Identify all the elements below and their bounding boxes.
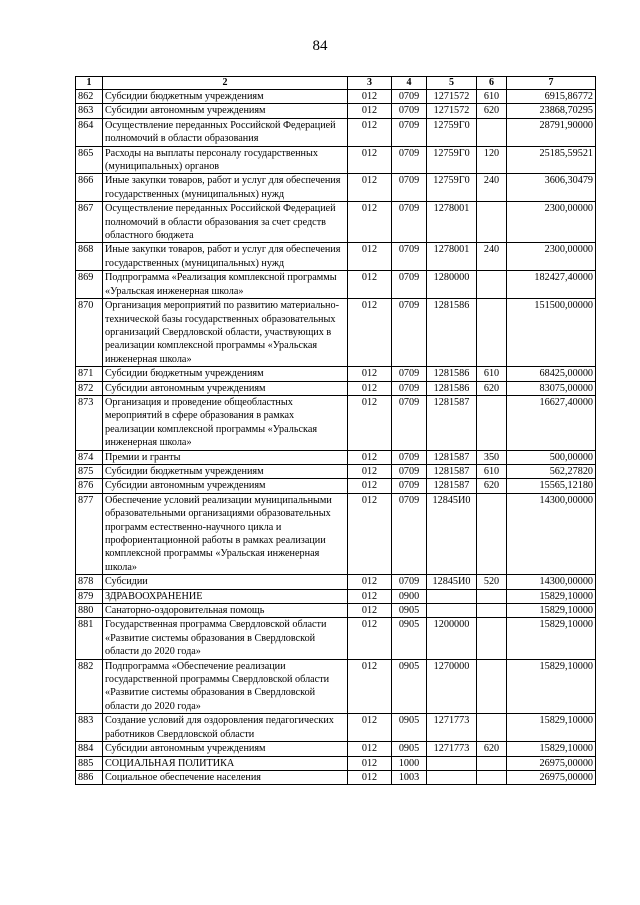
- table-row: [76, 381, 596, 395]
- row-number: 882: [76, 659, 103, 714]
- row-name: Социальное обеспечение населения: [103, 770, 348, 784]
- row-amount: 15829,10000: [507, 659, 596, 714]
- table-row: [76, 299, 596, 367]
- table-row: [76, 395, 596, 450]
- row-name: Государственная программа Свердловской области «Развитие системы образования в Свердловской области до 2020 года»: [103, 618, 348, 659]
- row-code-3: 012: [348, 367, 392, 381]
- row-amount: 15829,10000: [507, 742, 596, 756]
- row-amount: 14300,00000: [507, 575, 596, 589]
- row-name: Субсидии автономным учреждениям: [103, 104, 348, 118]
- row-name: Субсидии бюджетным учреждениям: [103, 90, 348, 104]
- row-amount: 3606,30479: [507, 174, 596, 202]
- row-code-6: 350: [477, 450, 507, 464]
- row-name: СОЦИАЛЬНАЯ ПОЛИТИКА: [103, 756, 348, 770]
- row-code-6: 610: [477, 367, 507, 381]
- row-code-6: 240: [477, 243, 507, 271]
- budget-table: [75, 76, 596, 785]
- row-code-6: 620: [477, 479, 507, 493]
- row-amount: 500,00000: [507, 450, 596, 464]
- row-code-4: 0905: [392, 659, 427, 714]
- row-name: Субсидии бюджетным учреждениям: [103, 367, 348, 381]
- row-name: Субсидии автономным учреждениям: [103, 479, 348, 493]
- row-code-5: 1281587: [427, 450, 477, 464]
- row-name: Субсидии бюджетным учреждениям: [103, 464, 348, 478]
- row-code-3: 012: [348, 464, 392, 478]
- row-code-4: 0709: [392, 174, 427, 202]
- row-code-5: 1200000: [427, 618, 477, 659]
- column-header: 6: [477, 77, 507, 90]
- row-amount: 15829,10000: [507, 618, 596, 659]
- table-row: [76, 104, 596, 118]
- row-code-5: 1271572: [427, 90, 477, 104]
- row-number: 862: [76, 90, 103, 104]
- row-code-4: 0709: [392, 104, 427, 118]
- row-code-6: [477, 618, 507, 659]
- row-amount: 6915,86772: [507, 90, 596, 104]
- row-amount: 182427,40000: [507, 271, 596, 299]
- row-code-5: 12759Г0: [427, 118, 477, 146]
- row-name: Организация мероприятий по развитию материально-технической базы государственных образовательных организаций Свердловской области, участвующих в реализации комплексной программы «Уральская инженерная школа»: [103, 299, 348, 367]
- column-header: 7: [507, 77, 596, 90]
- row-code-3: 012: [348, 770, 392, 784]
- row-code-3: 012: [348, 450, 392, 464]
- row-code-3: 012: [348, 618, 392, 659]
- row-name: Субсидии автономным учреждениям: [103, 742, 348, 756]
- row-number: 865: [76, 146, 103, 174]
- table-row: [76, 118, 596, 146]
- row-number: 885: [76, 756, 103, 770]
- row-number: 875: [76, 464, 103, 478]
- row-code-4: 0709: [392, 381, 427, 395]
- table-row: [76, 589, 596, 603]
- row-number: 873: [76, 395, 103, 450]
- row-amount: 83075,00000: [507, 381, 596, 395]
- row-code-4: 1000: [392, 756, 427, 770]
- row-code-4: 0709: [392, 90, 427, 104]
- row-code-3: 012: [348, 714, 392, 742]
- row-code-5: 1271773: [427, 714, 477, 742]
- row-code-4: 0905: [392, 618, 427, 659]
- row-code-5: 1281586: [427, 381, 477, 395]
- row-name: Санаторно-оздоровительная помощь: [103, 604, 348, 618]
- row-code-6: [477, 395, 507, 450]
- row-number: 881: [76, 618, 103, 659]
- row-number: 871: [76, 367, 103, 381]
- row-number: 872: [76, 381, 103, 395]
- row-code-4: 0905: [392, 714, 427, 742]
- column-header: 1: [76, 77, 103, 90]
- row-name: Подпрограмма «Реализация комплексной программы «Уральская инженерная школа»: [103, 271, 348, 299]
- row-amount: 23868,70295: [507, 104, 596, 118]
- row-code-3: 012: [348, 90, 392, 104]
- column-header: 5: [427, 77, 477, 90]
- row-code-6: 120: [477, 146, 507, 174]
- row-name: Организация и проведение общеобластных мероприятий в сфере образования в рамках реализации комплексной программы «Уральская инженерная школа»: [103, 395, 348, 450]
- row-code-3: 012: [348, 104, 392, 118]
- row-code-4: 0709: [392, 493, 427, 574]
- row-amount: 26975,00000: [507, 756, 596, 770]
- row-code-3: 012: [348, 299, 392, 367]
- row-name: Иные закупки товаров, работ и услуг для обеспечения государственных (муниципальных) нужд: [103, 243, 348, 271]
- row-amount: 26975,00000: [507, 770, 596, 784]
- row-code-3: 012: [348, 146, 392, 174]
- row-code-6: [477, 714, 507, 742]
- row-code-6: [477, 299, 507, 367]
- row-code-3: 012: [348, 493, 392, 574]
- table-row: [76, 618, 596, 659]
- row-number: 879: [76, 589, 103, 603]
- row-code-4: 0709: [392, 118, 427, 146]
- row-code-5: 12845И0: [427, 575, 477, 589]
- row-amount: 15829,10000: [507, 589, 596, 603]
- row-code-3: 012: [348, 118, 392, 146]
- row-code-4: 0709: [392, 299, 427, 367]
- row-code-6: [477, 604, 507, 618]
- row-code-6: 620: [477, 742, 507, 756]
- table-row: [76, 714, 596, 742]
- row-code-6: 520: [477, 575, 507, 589]
- row-code-6: [477, 271, 507, 299]
- row-code-6: [477, 589, 507, 603]
- row-amount: 2300,00000: [507, 202, 596, 243]
- row-number: 864: [76, 118, 103, 146]
- row-number: 863: [76, 104, 103, 118]
- row-amount: 151500,00000: [507, 299, 596, 367]
- table-row: [76, 464, 596, 478]
- row-code-4: 0709: [392, 146, 427, 174]
- row-code-3: 012: [348, 742, 392, 756]
- row-amount: 15829,10000: [507, 714, 596, 742]
- row-number: 880: [76, 604, 103, 618]
- row-name: Премии и гранты: [103, 450, 348, 464]
- row-code-5: [427, 756, 477, 770]
- table-row: [76, 450, 596, 464]
- row-amount: 14300,00000: [507, 493, 596, 574]
- row-amount: 15829,10000: [507, 604, 596, 618]
- row-amount: 562,27820: [507, 464, 596, 478]
- row-amount: 25185,59521: [507, 146, 596, 174]
- row-code-4: 0905: [392, 604, 427, 618]
- row-number: 874: [76, 450, 103, 464]
- row-code-6: 240: [477, 174, 507, 202]
- row-name: Расходы на выплаты персоналу государственных (муниципальных) органов: [103, 146, 348, 174]
- row-code-6: [477, 770, 507, 784]
- row-code-5: 1271773: [427, 742, 477, 756]
- row-code-5: 1278001: [427, 243, 477, 271]
- row-code-5: [427, 604, 477, 618]
- row-code-6: 610: [477, 464, 507, 478]
- row-code-6: [477, 118, 507, 146]
- table-row: [76, 742, 596, 756]
- table-row: [76, 770, 596, 784]
- row-number: 878: [76, 575, 103, 589]
- table-row: [76, 202, 596, 243]
- table-row: [76, 575, 596, 589]
- row-number: 886: [76, 770, 103, 784]
- row-code-5: 1281587: [427, 395, 477, 450]
- column-header: 4: [392, 77, 427, 90]
- row-code-3: 012: [348, 479, 392, 493]
- row-code-4: 0709: [392, 450, 427, 464]
- row-code-4: 0709: [392, 395, 427, 450]
- table-row: [76, 479, 596, 493]
- row-code-3: 012: [348, 202, 392, 243]
- row-code-5: 12759Г0: [427, 146, 477, 174]
- table-row: [76, 146, 596, 174]
- column-header: 3: [348, 77, 392, 90]
- row-code-6: [477, 659, 507, 714]
- page-number: 84: [312, 38, 328, 54]
- row-code-4: 0709: [392, 243, 427, 271]
- row-name: Подпрограмма «Обеспечение реализации государственной программы Свердловской области «Развитие системы образования в Свердловской области до 2020 года»: [103, 659, 348, 714]
- row-code-6: [477, 756, 507, 770]
- row-name: Субсидии: [103, 575, 348, 589]
- row-code-4: 0905: [392, 742, 427, 756]
- column-header: 2: [103, 77, 348, 90]
- row-amount: 2300,00000: [507, 243, 596, 271]
- row-code-5: 1271572: [427, 104, 477, 118]
- row-code-6: [477, 493, 507, 574]
- row-code-3: 012: [348, 589, 392, 603]
- row-code-3: 012: [348, 659, 392, 714]
- row-number: 867: [76, 202, 103, 243]
- row-code-5: 1281586: [427, 367, 477, 381]
- table-row: [76, 367, 596, 381]
- row-name: Осуществление переданных Российской Федерацией полномочий в области образования: [103, 118, 348, 146]
- row-code-5: 12845И0: [427, 493, 477, 574]
- row-amount: 15565,12180: [507, 479, 596, 493]
- row-code-5: 1281587: [427, 464, 477, 478]
- row-name: Осуществление переданных Российской Федерацией полномочий в области образования за счет средств областного бюджета: [103, 202, 348, 243]
- row-code-5: 12759Г0: [427, 174, 477, 202]
- table-row: [76, 756, 596, 770]
- row-code-5: 1281587: [427, 479, 477, 493]
- row-code-5: [427, 589, 477, 603]
- table-row: [76, 493, 596, 574]
- row-code-5: 1270000: [427, 659, 477, 714]
- table-row: [76, 90, 596, 104]
- row-number: 870: [76, 299, 103, 367]
- row-code-6: [477, 202, 507, 243]
- row-code-4: 0709: [392, 575, 427, 589]
- row-name: Создание условий для оздоровления педагогических работников Свердловской области: [103, 714, 348, 742]
- table-header-row: [76, 77, 596, 90]
- row-code-5: 1280000: [427, 271, 477, 299]
- row-number: 866: [76, 174, 103, 202]
- row-number: 883: [76, 714, 103, 742]
- row-code-4: 0709: [392, 479, 427, 493]
- table-row: [76, 243, 596, 271]
- row-number: 868: [76, 243, 103, 271]
- table-row: [76, 271, 596, 299]
- row-code-4: 0709: [392, 202, 427, 243]
- row-name: Субсидии автономным учреждениям: [103, 381, 348, 395]
- table-row: [76, 604, 596, 618]
- row-code-4: 1003: [392, 770, 427, 784]
- row-name: Иные закупки товаров, работ и услуг для обеспечения государственных (муниципальных) нужд: [103, 174, 348, 202]
- row-amount: 28791,90000: [507, 118, 596, 146]
- row-code-3: 012: [348, 381, 392, 395]
- row-amount: 68425,00000: [507, 367, 596, 381]
- row-amount: 16627,40000: [507, 395, 596, 450]
- row-code-4: 0900: [392, 589, 427, 603]
- table-row: [76, 174, 596, 202]
- row-number: 884: [76, 742, 103, 756]
- row-code-6: 620: [477, 381, 507, 395]
- row-code-3: 012: [348, 756, 392, 770]
- row-code-5: 1281586: [427, 299, 477, 367]
- row-code-4: 0709: [392, 367, 427, 381]
- table-row: [76, 659, 596, 714]
- row-name: ЗДРАВООХРАНЕНИЕ: [103, 589, 348, 603]
- row-code-3: 012: [348, 575, 392, 589]
- row-number: 876: [76, 479, 103, 493]
- row-code-3: 012: [348, 243, 392, 271]
- row-code-3: 012: [348, 604, 392, 618]
- row-number: 869: [76, 271, 103, 299]
- row-code-5: [427, 770, 477, 784]
- row-code-3: 012: [348, 174, 392, 202]
- row-number: 877: [76, 493, 103, 574]
- row-code-6: 610: [477, 90, 507, 104]
- row-code-6: 620: [477, 104, 507, 118]
- row-code-5: 1278001: [427, 202, 477, 243]
- row-name: Обеспечение условий реализации муниципальными образовательными организациями образовательных программ естественно-научного цикла и профориентационной работы в рамках реализации комплексной программы «Уральская инженерная школа»: [103, 493, 348, 574]
- row-code-4: 0709: [392, 464, 427, 478]
- row-code-3: 012: [348, 271, 392, 299]
- row-code-3: 012: [348, 395, 392, 450]
- row-code-4: 0709: [392, 271, 427, 299]
